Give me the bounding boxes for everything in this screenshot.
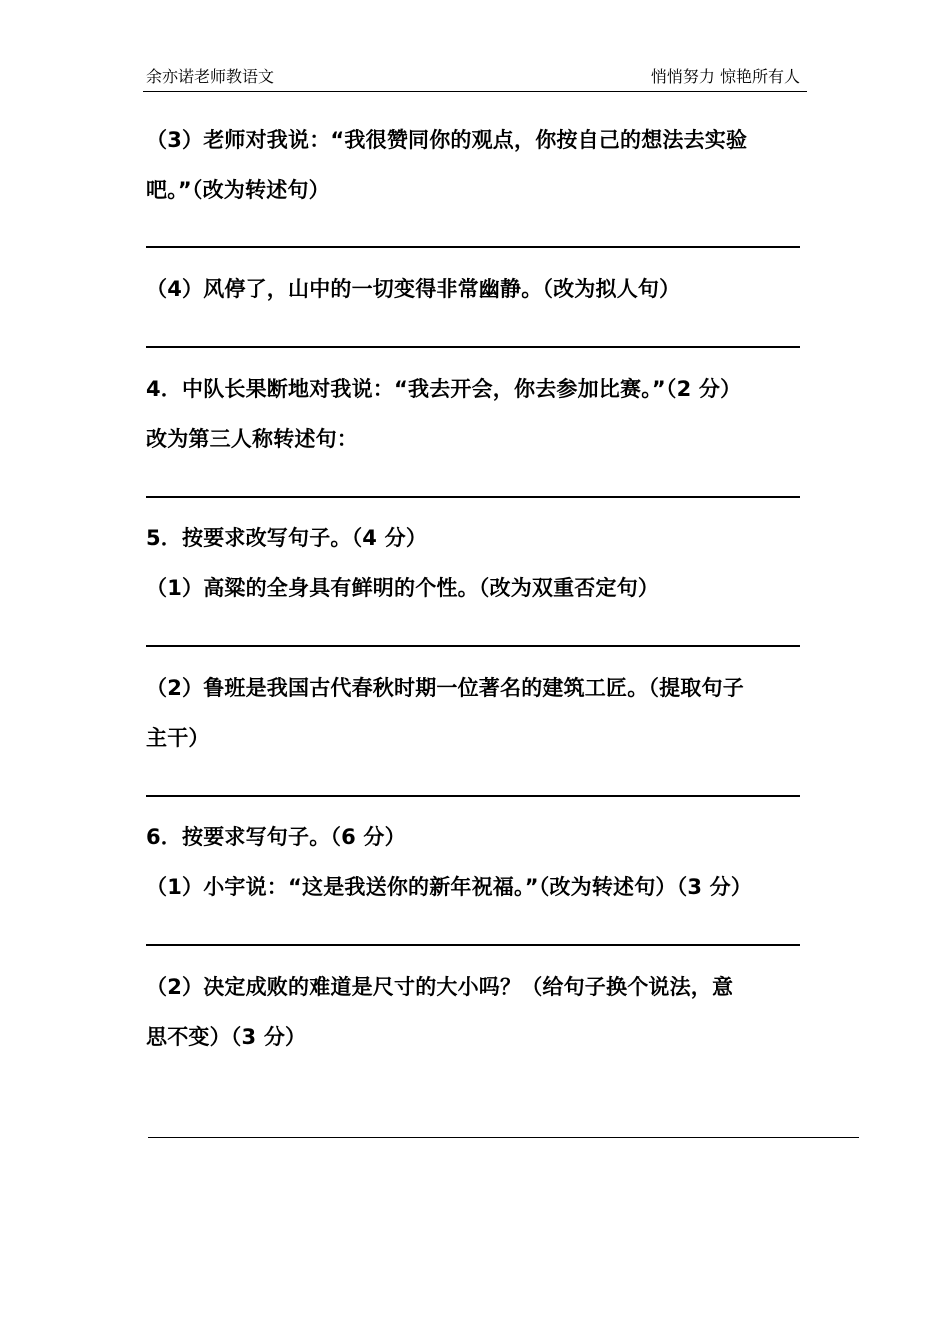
header-author: 余亦诺老师教语文 [146, 67, 275, 86]
question-5-1: （1）高粱的全身具有鲜明的个性。（改为双重否定句） [146, 576, 660, 600]
question-6-heading: 6．按要求写句子。（6 分） [146, 825, 406, 849]
answer-line-6-1[interactable] [146, 944, 800, 946]
answer-line-5-2[interactable] [146, 795, 800, 797]
question-3-3-line-1: （3）老师对我说：“我很赞同你的观点，你按自己的想法去实验 [146, 128, 748, 152]
question-5-heading: 5．按要求改写句子。（4 分） [146, 526, 428, 550]
question-4-line-2: 改为第三人称转述句： [146, 427, 358, 451]
answer-line-3-4[interactable] [146, 346, 800, 348]
header-divider [143, 91, 807, 92]
question-3-3-line-2: 吧。”（改为转述句） [146, 178, 330, 202]
question-6-2-line-1: （2）决定成败的难道是尺寸的大小吗？（给句子换个说法，意 [146, 975, 734, 999]
answer-line-5-1[interactable] [146, 645, 800, 647]
question-5-2-line-1: （2）鲁班是我国古代春秋时期一位著名的建筑工匠。（提取句子 [146, 676, 744, 700]
question-6-1: （1）小宇说：“这是我送你的新年祝福。”（改为转述句）（3 分） [146, 875, 753, 899]
question-4-line-1: 4．中队长果断地对我说：“我去开会，你去参加比赛。”（2 分） [146, 377, 742, 401]
question-6-2-line-2: 思不变）（3 分） [146, 1025, 307, 1049]
header-slogan: 悄悄努力 惊艳所有人 [650, 67, 800, 86]
question-3-4: （4）风停了，山中的一切变得非常幽静。（改为拟人句） [146, 277, 681, 301]
answer-line-3-3[interactable] [146, 246, 800, 248]
answer-line-4[interactable] [146, 496, 800, 498]
answer-line-6-2[interactable] [148, 1137, 859, 1138]
question-5-2-line-2: 主干） [146, 726, 210, 750]
